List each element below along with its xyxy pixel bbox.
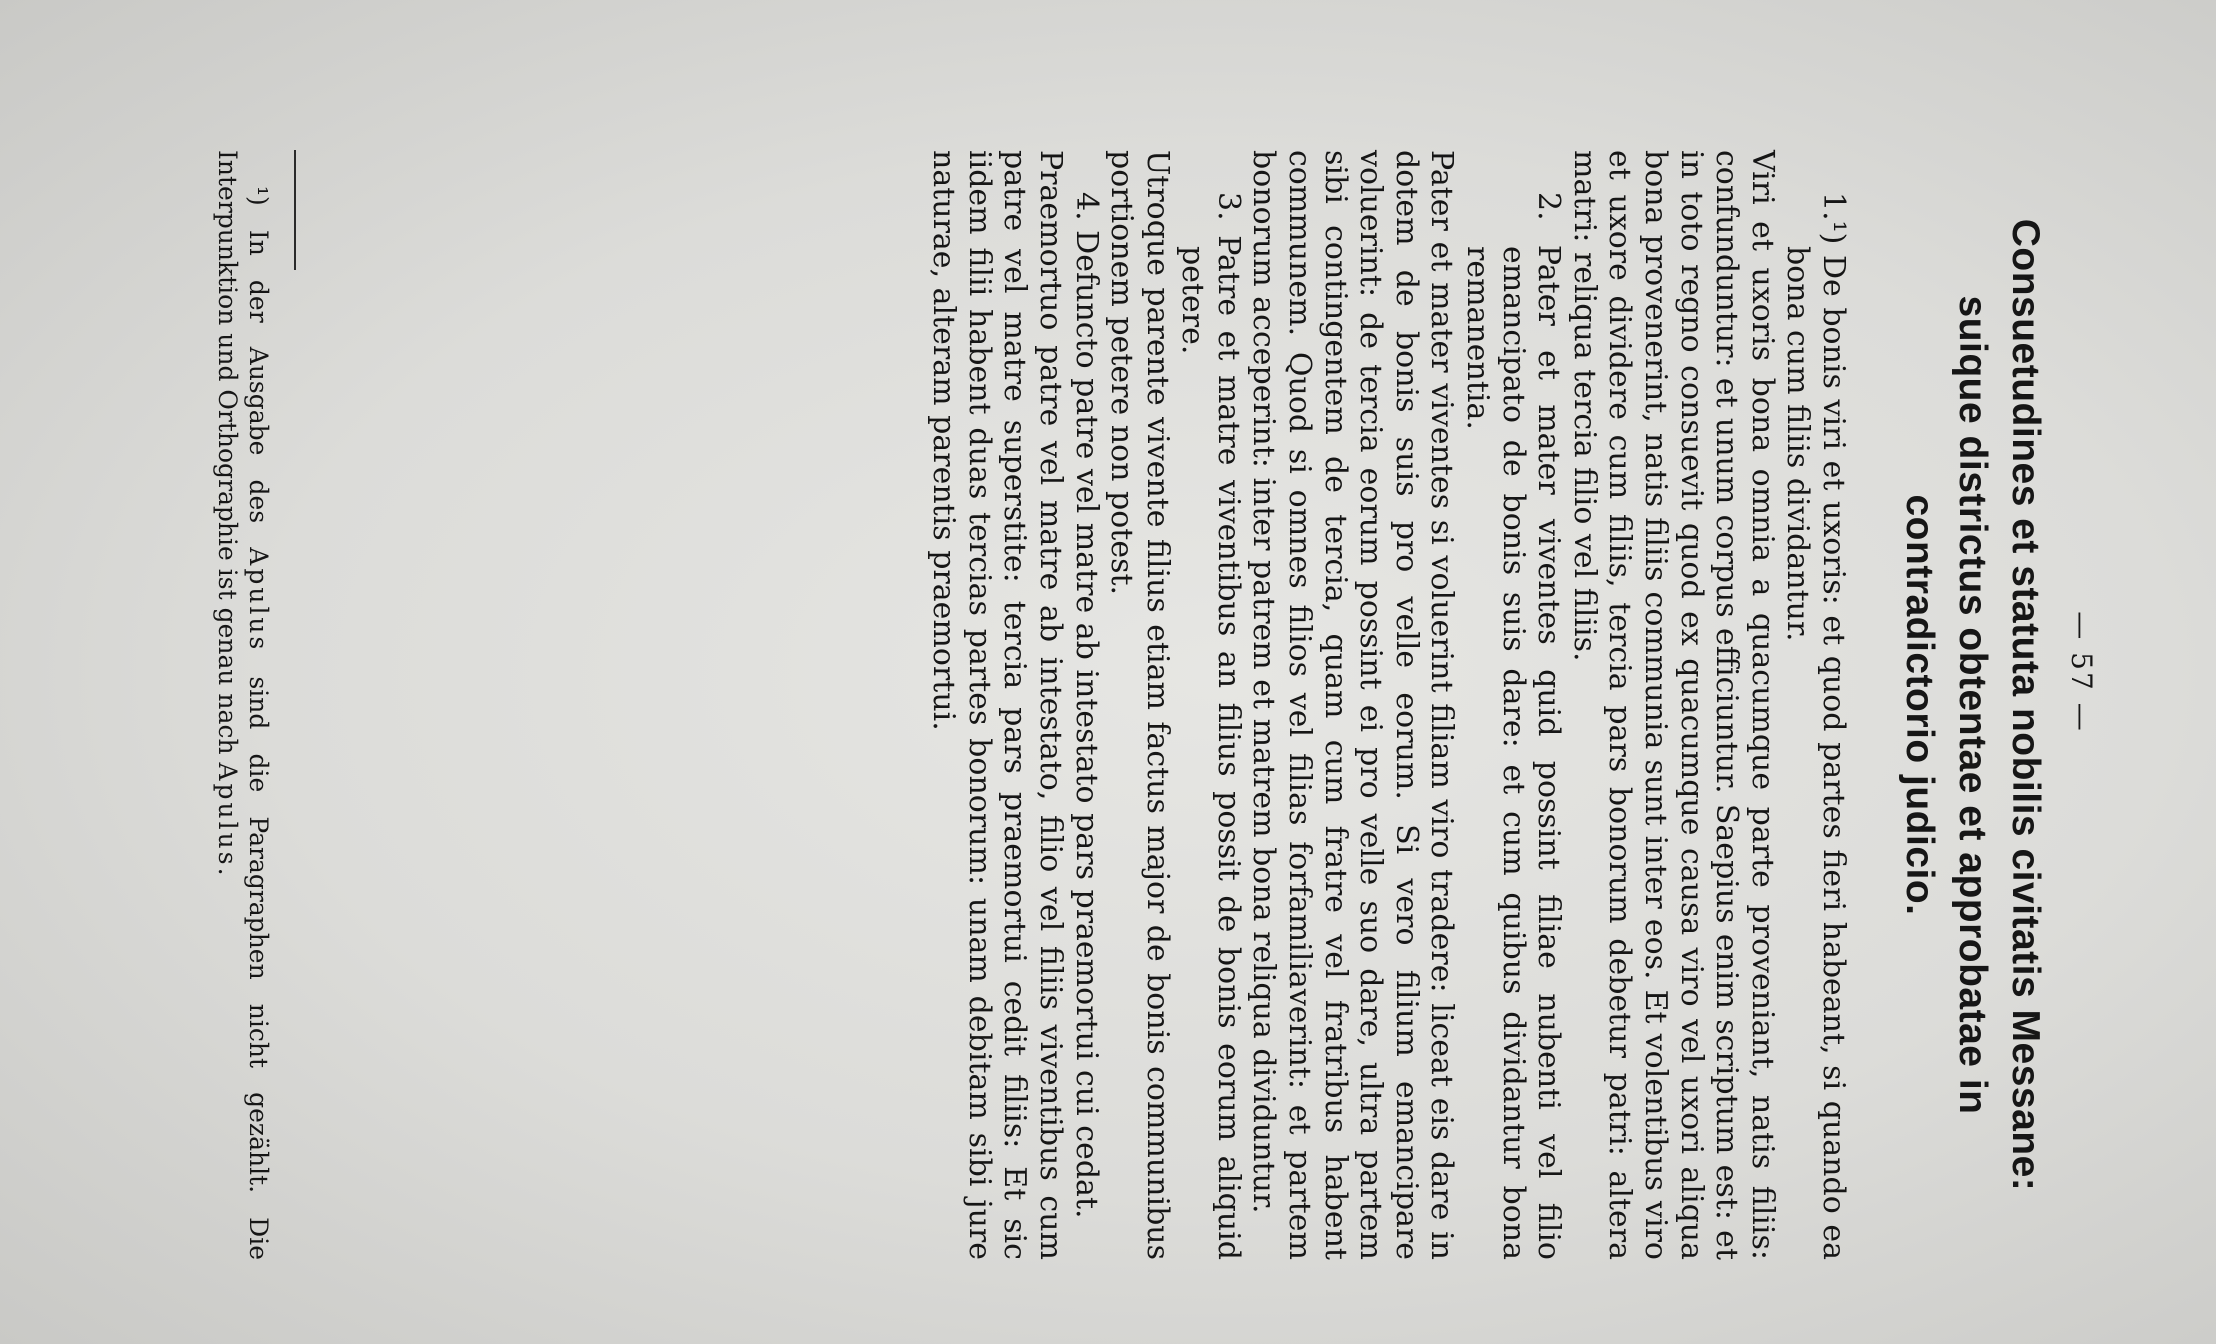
section-body-3: Utroque parente vivente filius etiam factus major de bonis communibus portionem petere non potest. — [1104, 150, 1175, 1260]
title-line: suique districtus obtentae et approbatae in — [1951, 295, 1994, 1115]
section-body-2: Pater et mater viventes si voluerint filiam viro tradere: liceat eis dare in dotem de bonis suis pro velle eorum. Si vero filium emancipare voluerint: de tercia eorum possint ei pro velle suo dare, ultra partem sibi contingentem de tercia, quam cum fratre vel fratribus habent communem. Quod si omnes filios vel filias forfamiliaverint: et partem bonorum acceperint: inter patrem et matrem bona reliqua dividuntur. — [1246, 150, 1460, 1260]
footnote-author: Apulus — [244, 547, 273, 653]
section-heading-4: 4. Defuncto patre vel matre ab intestato pars praemortui cui cedat. — [1068, 192, 1104, 1219]
page-number: — 57 — — [2065, 611, 2098, 733]
section-body-1: Viri et uxoris bona omnia a quacumque parte proveniant, natis filiis: confunduntur: et unum corpus efficiuntur. Saepius enim scriptum est: et in toto regno consuevit quod ex quacumque causa viro vel uxori aliqua bona provenerint, natis filiis communia sunt inter eos. Et volentibus viro et uxore dividere cum filiis, tercia pars bonorum debetur patri: altera matri: reliqua tercia filio vel filiis. — [1566, 150, 1780, 1260]
footnote-author: Apulus — [213, 762, 242, 868]
section-heading-1: 1.¹) De bonis viri et uxoris: et quod partes fieri habeant, si quando ea bona cum filiis dividantur. — [1780, 192, 1851, 1260]
footnote-text: sind die Paragraphen nicht gezählt. Die Interpunktion und Orthographie ist genau nach — [213, 150, 273, 1260]
section-heading-2: 2. Pater et mater viventes quid possint filiae nubenti vel filio emancipato de bonis suis dare: et cum quibus dividantur bona remanentia. — [1460, 192, 1567, 1260]
footnote-text: ¹) In der Ausgabe des — [244, 186, 273, 524]
section-body-4: Praemortuo patre vel matre ab intestato, filio vel filiis viventibus cum patre vel matre superstite: tercia pars praemortui cedit filiis: Et sic iidem filii habent duas tercias partes bonorum: unam debitam sibi jure naturae, alteram parentis praemortui. — [926, 150, 1068, 1260]
title-line: contradictorio judicio. — [1898, 494, 1941, 916]
page-title — [1893, 150, 2052, 1260]
section-heading-3: 3. Patre et matre viventibus an filius possit de bonis eorum aliquid petere. — [1175, 192, 1246, 1260]
body-text — [926, 150, 1851, 1260]
title-line: Consuetudines et statuta nobilis civitatis Messane: — [2004, 218, 2047, 1192]
footnote-rule — [294, 150, 296, 270]
footnote — [212, 150, 274, 1260]
footnote-text: . — [213, 867, 242, 876]
